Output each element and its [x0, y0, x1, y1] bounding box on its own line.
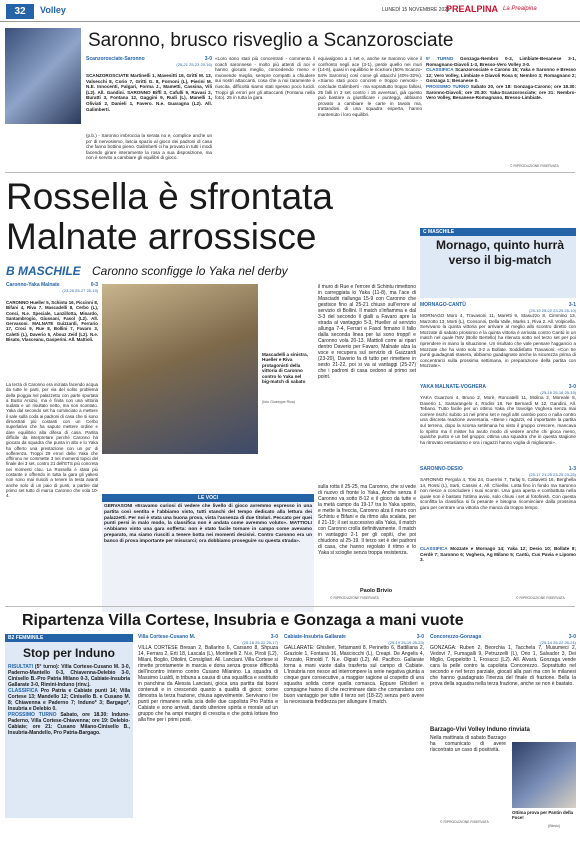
classifica-title: CLASSIFICA	[8, 688, 38, 694]
mid-copyright: © RIPRODUZIONE RISERVATA	[330, 596, 379, 600]
top-lineup: SCANZOROSCIATE Martinelli 1, Mavesitti 16, Gritti M. 13, Valsecchi 8, Corio 7, Gritti G. 8, Fornoni (L), Pierini M. N.E. Innocenti, Falgari, Forma J., Mametti, Cassina, Vili (L2). All. Gandini. SARONNO Biffi 3, Cafulli 9, Ravasi 2, Buratti 3, Fontana 12, Gaggini 9, Rudi (L), Manelli 1, Oliviati 2, Danieli 1, Favero. N.e. Guaragna (L2). All. Galimberti.	[86, 73, 212, 112]
article-photo	[5, 28, 81, 124]
mid-kicker: B MASCHILE	[6, 264, 81, 278]
classifica-text: Mozzate e Mornago 14; Yaka 12; Desio 10; Bollate 8; Cerdè 7; Saronno 6; Voghera, Ag Milano 5; Cantù, Cus Pavia e Lipomo 3.	[420, 546, 576, 563]
mid-headline-2: Malnate arrossisce	[6, 216, 317, 257]
match-text: VILLA CORTESE Bresan 2, Ballarino 6, Carsano 8, Shpuza 14, Ferrara 2, Erti 18, Lascala (L), Montinelli 2. N.e. Piroli (L2), Milani, Boglio, Ottolini, Consigliari. All. Lanciani. Villa Cortese si rimette prontamente in marcia e dona senza grosse difficoltà dell'incontro interno contro Cusano Milanino. La squadra di Massimo Lualdi, in tribuna a causa di una squalifica e sostituito in panchina da Alessia Lanciani, gioca una partita dai buoni contenuti e in crescendo quanto a qualità di gioco; come dimostra la terza frazione, chiusa agevolmente. Servivano i tre punti per rimanere nella scia delle due capolista Pro Patria e Cabiate e sono arrivati, dando ulteriore spinta e morale ad un gruppo che ha ampi margini di crescita e che potrà lottare fino alla fine per i primi posti.	[138, 645, 278, 723]
match-sets: (25-17 21-25 23-25 23-25)	[529, 472, 576, 477]
top-results-box	[426, 56, 576, 101]
match-text: SARONNO Pergola 4, Tosi 24, Guerrini 7, Tarlaj 5, Caltavetti 16, Berghella 14, Rossi (L), Sarti, Cassini 4. All. Chiellini. Lotta fino in fondo ma Saronno non riesce a concludere i suoi scontri. Una gara aperta e combattuta nella quale non è bastato l'ottimo avvio, solo chiusi i set al fotofinish. Con questa sconfitta la classifica si fa pesante e bisogna ricominciare dalla prossima gara per centrare una vittoria che manca da troppo tempo.	[420, 477, 576, 510]
side-copyright: © RIPRODUZIONE RISERVATA	[516, 596, 565, 600]
match-sets: (25-16 25-18 25-15)	[540, 390, 576, 395]
score-title: Caronno-Yaka Malnate	[6, 282, 60, 288]
classifica-title: CLASSIFICA	[426, 67, 454, 73]
score-value: 0-3	[90, 282, 98, 288]
match-title: YAKA MALNATE-VOGHERA	[420, 384, 486, 390]
prossimo-title: PROSSIMO TURNO	[426, 83, 469, 89]
prossimo-text: Sabato 20, ore 18: Gonzaga-Carono; ore 18.30: Saronno-Diavoli; ore 20.30: Yaka-Scanzorosciate; ore 21: Nembro-Vero Volley, Besanese-Romagnano, Bresso-Limbiate.	[426, 83, 577, 101]
newspaper-logo-sub: La Prealpina	[503, 6, 537, 12]
bottom-kicker: B2 FEMMINILE	[5, 634, 133, 642]
side-headline: Mornago, quinto hurrà verso il big-match	[436, 238, 564, 267]
mid-headline-1: Rossella è sfrontata	[6, 176, 334, 217]
score-value: 3-0	[204, 56, 212, 62]
photo-caption: Mascadelli a sinistra, Hueller e Riva protagonisti della vittoria di Caronno contro lo Yaka nel big-match di sabato	[262, 352, 308, 385]
prossimo-text: Sabato, ore 18.30: Induno-Paderno, Villa Cortese-Chiavenna; ore 19: Delebio-Cabiate; ore 21: Cusano Milano-Cinisello B., Insubria-Mandello, Pro Patria-Bargago.	[8, 712, 131, 736]
classifica-text: Scanzorosciate e Carono 15; Yaka e Saronno e Bresso 12; Vero Volley, Limbiate e Diavoli Rosa 6; Nembro 3; Romagnano 2; Gonzaga 1; Besanese 0.	[426, 67, 576, 84]
masthead	[0, 0, 580, 22]
mid-score-box	[6, 282, 98, 293]
side-match-2	[420, 384, 576, 461]
score-sets: (25-21 25-23 25-16)	[176, 62, 212, 67]
photo-credit: (Blesio)	[548, 824, 561, 828]
match-score: 3-0	[416, 634, 424, 640]
page-number: 32	[6, 4, 34, 19]
side-kicker: C MASCHILE	[420, 228, 576, 236]
mid-column-4: sulla rotta il 25-25, ma Caronno, che si vede di nuovo di fronte lo Yaka, Anche senza il Caronno va sotto 8-12 e il gioco da tutte e la metà campo da 19-17 tra lo Yaka spinto, e mette la freccia, Caronno alza il muro con Schintu e Bifani e da ritmo alla scalata, per il 21-19; il set successivo alla Yaka, il match con Caronno crolla definitivamente. Il match in vantaggio 2-1 per gli ospiti, che poi chiudono al 25-19. Il terzo set è dei padroni di casa, che hanno regolato il ritmo e lo Yaka si scioglie senza troppa resistenza.	[318, 484, 416, 556]
match-title: SARONNO-DESIO	[420, 466, 463, 472]
match-title: Concorezzo-Gonzaga	[430, 634, 482, 640]
match-text: GONZAGA: Ruben 2, Beorchia 1, Tacchela 7, Musumeci 2, Vedovi 7, Fumagalli 9, Petruzzelli (L), Orio 1, Salvador 3, Dei Miglio, Ceppelotto 1, Frosucci (L2). All. Alvarà. Gonzaga vende cara la pelle contro la capolista Concorezzo. Soprattutto nel secondo e nel terzo parziale, giocati alla pari ma con le milanesi che hanno guadagnato l'inerzia del finale di frazione. Bella la prova della squadra nella terza frazione, anche se non è bastato.	[430, 645, 576, 687]
divider	[5, 606, 575, 607]
top-column-2: «Loro sono stati più concentrati - commenta il coach saronnese - molto più attenti di noi e hanno giocato meglio, concedendo meno e muovendo meglio, sempre compatti a chiudere sui nostri attaccanti, cosa che a noi raramente è riuscita, difficoltà siamo stati spesso poco lucidi. Troppi gli errori per gli attaccanti (Fontana nella foto). 25 in tutta la gara	[215, 56, 315, 101]
top-column-3: equivalgono a 1 set e, anche se Saronno vince il confronto negli ace (3-1), perde quello nei muri (14-6), quasi in equilibrio le ricezioni (50% Scanzo-54% Saronno) così come gli attacchi (40%-32%). «Siamo stati poco concreti e troppo nervosi» - conclude Galimberti - ma soprattutto troppo fallosi, 25 falli in 3 set contro i 15 avversari, già questo può bastare a giustificare i punteggi, abbiamo provato a cambiare le carte in tavola ma, trattandosi di una squadra esperta, hanno mantenuto i loro equilibri.	[318, 56, 422, 117]
side-match-1	[420, 302, 576, 379]
divider	[5, 172, 575, 173]
match-title: Cabiate-Insubria Gallarate	[284, 634, 346, 640]
side-classifica	[420, 546, 576, 563]
stop-title: Stop per Induno	[23, 646, 115, 660]
photo-caption: Ottima prova per Pantin della Foce!	[512, 810, 573, 821]
side-match-3	[420, 466, 576, 539]
mid-column-3: il muro di Rue e l'errore di Schintu rimettono in carreggiata lo Yaka (11-8), ma l'ace di Masciadri riallunga 15-9 con Caronno che gestisce fino al 25-21 chiuso sull'errore al servizio di Bollini. Il match s'infiamma e dal 3-3 del secondo il gialli a Favaro apre la strada al vantaggio 5-3, Hueller al servizio allunga 7-4, Ferrari e Fasol firmano il fallo dalla seconda linea per lui sono troppi! e Caronno vola 20-13. Mattioli corre ai ripari dentro Daverio per Favaro, Malnate alza la voce e recupera sul servizio di Guizzardi (23-20), Daverio fa di tutto per rimettere in sesto 21-22, poi si va ai vantaggi (25-27) che i padroni di casa cedono al primo set point.	[318, 284, 416, 380]
top-copyright: © RIPRODUZIONE RISERVATA	[510, 164, 559, 168]
match-score: 3-1	[568, 302, 576, 308]
match-title: Villa Cortese-Cusano M.	[138, 634, 196, 640]
top-headline: Saronno, brusco risveglio a Scanzorosciate	[88, 30, 454, 51]
match-sets: (25-14 25-22 25-21)	[540, 640, 576, 645]
bottom-headline: Ripartenza Villa Cortese, Insubria e Gonzaga a mani vuote	[22, 612, 464, 629]
bottom-results	[8, 664, 130, 736]
mid-column-1: La terza di Caronno era iniziata facendo acqua da tutte le parti, per via del solito problema della pioggia nel palazzetto con parte sportata a Busto Arsizio, ma è finita con una vittoria sudata e un risultato netto, ma non scontato. Yaka dal secondo set ha cominciato a mettere il sale sulla coda ai padroni di casa che si sono dimostrati più costanti con un Cerbo superlativo che ha saputo mettere ordine e dare equilibrio alla difesa di casa. Partita difficile da interpretare perché Caronno ha giocato da squadra che punta in alto e lo Yaka ha offerto una prestazione con un po' di sofferenza. Troppi 29 errori delle Yaka che offrirono ne commette 3 nei momenti topici del finale dei 3 set, contro 21 dell'ETS più concreta nei momenti clou. La Rossella è stata più costante e offrendo in tutta la gara gli yakesi non sono mai riusciti a tenere la testa avanti anche solo di un paio di punti, a partire dal primo set tutto di marca Caronno che vola 10-4.	[6, 382, 98, 499]
article-photo	[102, 284, 258, 454]
bottom-col-1	[138, 634, 278, 815]
match-score: 3-0	[270, 634, 278, 640]
top-byline: (p.b.) - Saronno imbroccia la serata no e, complice anche un po' di nervosismo, lascia spazio al gioco dei padroni di casa che fanno bottino pieno. Galimberti ci ha provato in tutti i modi facendo girare interamente la rosa a sua disposizione, ma non è servito a cambiare gli equilibri di gioco.	[86, 133, 212, 161]
match-score: 3-0	[568, 384, 576, 390]
match-sets: (25-18 25-22 25-17)	[242, 640, 278, 645]
match-subhead: Barzago-Vivi Volley Induno rinviata	[430, 727, 530, 733]
newspaper-logo: PREALPINA	[446, 4, 499, 14]
match-text-2: Nella mattinata di sabato Barzago ha comunicato di avere riscontrato un caso di positività.	[430, 735, 506, 753]
risultati-title: RISULTATI	[8, 664, 33, 670]
match-text: GALLARATE: Ghislieri, Tettamanti 8, Perinetto 6, Battiliana 2, Graziole 1, Fontana 16, Masciocchi (L), Creapi. De Angelis 4, Pozzato, Rimoldi 7. N.e. Olgiati (L2). All. Pacifico. Gallarate torna a mani vuote dalla trasferta sul campo di Cabiate. L'Insubria non riesce ad interrompere la serie negativa giunta a cinque gare consecutive, a maggior ragione al cospetto di una squadra solida come quella comasca. Eppure Ghislieri e compagne hanno di che recriminare dato che comandano con buon vantaggio per tutte il terzo set (18-22) senza però avere la necessaria freddezza per allungare il match.	[284, 645, 424, 705]
voci-title: LE VOCI	[102, 494, 314, 502]
score-sets: (23-25 25-27 25-19)	[62, 288, 98, 293]
turno-text: Gonzaga-Nembro 0-3, Limbiate-Besanese 3-1, Romagnano-Diavoli 1-3, Bresso-Vero Volley 3-0.	[426, 56, 576, 67]
match-sets: (25-19 25-22 23-25 25-10)	[529, 308, 576, 313]
mid-lineup: CARONNO Hueller 5, Schintu 16, Piccinni 8, Bifani 4, Riva 7, Mascadelli 8, Cerbo (L), Conci, N.e. Speciale, Lanzillotta, Minardo, Santambrogio, Giussani, Fasol (L2). All. Gervasoni. MALNATE Guizzardi, Ferrario 17, Croci 9, Rue 8, Bollini 7, Favaro 3, Caletti (L), Daverio 5, Abouz Zeid (L2). N.e. Bisato, Vlasceanu, Gasperini. All. Mattioli.	[6, 300, 98, 343]
voci-text: GERVASONI «Eravamo curiosi di vedere che livello di gioco avremmo espresso in una partita così sentita e l'abbiamo visto, tutti stanchi del tempo dedicato alla lettura dei palazzetti. Per noi è stata una buona prova, vista l'assenza di due titolari. Peccato per quei punti persi in malo modo, la classifica non è andata come avremmo voluto». MATTIOLI «Abbiamo vinto una gara sofferta: non è stato facile tornare in campo come avevamo preparato, ma siamo riusciti a tenere botta nei momenti decisivi. Contro Caronno era un banco di prova importante per misurarci; ora dobbiamo proseguire su questa strada».	[102, 502, 314, 612]
classifica-title: CLASSIFICA	[420, 546, 448, 551]
turno-title: 5° TURNO	[426, 56, 454, 61]
article-author: Paolo Brivio	[360, 588, 393, 594]
bottom-col-3	[430, 634, 576, 753]
prossimo-title: PROSSIMO TURNO	[8, 712, 57, 718]
match-score: 3-0	[568, 634, 576, 640]
match-text: MORNAGO Moro 4, Travasoni 11, Maretti 9, Stasuzzo 8, Cimmino 13, Marzotto 13, Morti (L), Consonni, Della Valle, Marks 1, Riva 2. All. Volpicella. Servivano la quinta vittoria per arrivare al meglio allo scontro diretto con Mozzate di sabato prossimo e la quinta vittoria è arrivata contro Cantù in un match nel quale l'MV (Bollo Bertello) ha ritenuto sotto nel terzo set per poi riprendere in mano la situazione. Un risultato che vale pensare l'aggancio a Mozzate che ha vinto solo 3-2 a Bollate. Soddisfatto Travasoni: «Con tre punti guadagnati stasera, abbiamo guadagnato anche la sicurezza prima di concentrarci sulla prossima settimana, in preparazione della partita con Mozzate».	[420, 313, 576, 369]
bottom-copyright: © RIPRODUZIONE RISERVATA	[440, 820, 489, 824]
bottom-col-2	[284, 634, 424, 815]
top-score-box	[86, 56, 212, 67]
section-name: Volley	[40, 5, 66, 15]
match-title: MORNAGO-CANTÙ	[420, 302, 466, 308]
issue-date: LUNEDÌ 15 NOVEMBRE 2021	[382, 7, 450, 13]
match-text: YAKA Guarzoni 4, Bruno 2, Morè, Roncatelli 11, Molina 2, Moreale 8, Daverio 1, Santarangelo 4, Rodini 18. Ne Bernardi M 12, Gandini. All. Tebano. Tutto facile per un ottimo Yaka che travolge Voghera senza mai correre rischi: subito 14 nel primo set e negli altri cambio poco o nulla contro una discreta reazione avversaria. «Bene i ragazzi, ed importante la partita sul terreno, dopo la scorsa settimana ho visto il gruppo crescere, mancava lo spirito ma il mister ha avuto modo di vedere anche chi gioca meno, qualche punto e un bel gruppo: ottima una squadra che in questa stagione ha ritrovato entusiasmo e ora i ragazzi hanno voglia di migliorarsi».	[420, 395, 576, 445]
score-title: Scanzorosciate-Saronno	[86, 56, 145, 62]
mid-subhead: Caronno sconfigge lo Yaka nel derby	[92, 264, 288, 278]
photo-credit: (foto Giuseppe Riva)	[262, 400, 295, 404]
match-sets: (25-19 25-19 25-23)	[388, 640, 424, 645]
match-score: 1-3	[568, 466, 576, 472]
risultati-text: (5° turno): Villa Cortese-Cusano M. 3-0, Paderno-Mantello 0-3, Chiavenna-Delebio 3-0, Cinisello B.-Pro Patria Milano 0-3, Cabiate-Insubria Gallarate 3-0, Rimini-Induno (rinv.).	[8, 664, 131, 688]
classifica-text: Pro Patria e Cabiate punti 14; Villa Cortese 13; Mandello 12; Cinisello B. e Cusano M. 8; Chiavenna e Paderno 7; Induno* 3; Bargago*, Insubria e Delebio 0.	[8, 688, 131, 712]
article-photo	[512, 742, 576, 808]
